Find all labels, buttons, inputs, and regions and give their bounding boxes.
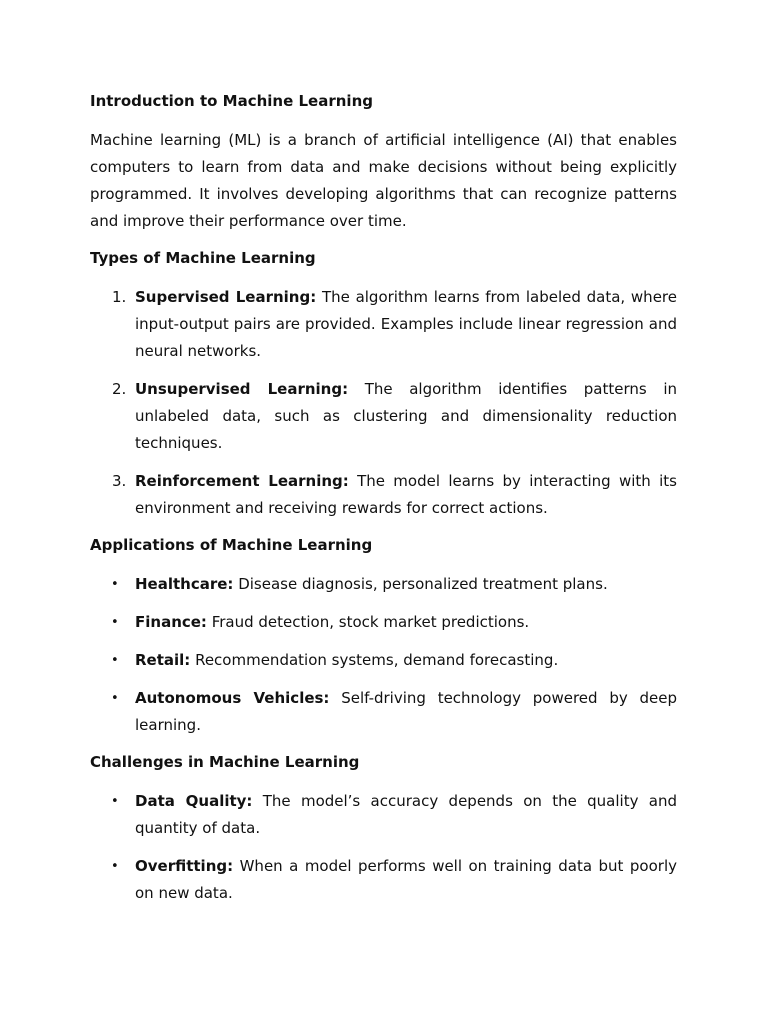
list-item-text: Disease diagnosis, personalized treatment plans. — [233, 575, 608, 593]
bullet-icon: • — [111, 691, 119, 706]
list-number: 3. — [112, 472, 127, 490]
applications-list — [90, 571, 677, 739]
challenges-heading: Challenges in Machine Learning — [90, 753, 360, 771]
list-item-text: The model learns by interacting with its environment and receiving rewards for correct actions. — [135, 472, 677, 517]
list-item-text: When a model performs well on training data but poorly on new data. — [135, 857, 677, 902]
list-item-text: The algorithm learns from labeled data, where input-output pairs are provided. Examples include linear regression and neural networks. — [135, 288, 677, 360]
list-item-term: Unsupervised Learning: — [135, 380, 349, 398]
list-item-text: The algorithm identifies patterns in unlabeled data, such as clustering and dimensionality reduction techniques. — [135, 380, 677, 452]
list-item-healthcare — [90, 571, 677, 598]
list-item-autonomous-vehicles — [90, 685, 677, 739]
list-item-finance — [90, 609, 677, 636]
list-item-overfitting — [90, 853, 677, 907]
bullet-icon: • — [111, 577, 119, 592]
list-item-term: Supervised Learning: — [135, 288, 317, 306]
bullet-icon: • — [111, 859, 119, 874]
list-item-term: Finance: — [135, 613, 207, 631]
list-item-term: Retail: — [135, 651, 191, 669]
list-item-text: Fraud detection, stock market predictions. — [206, 613, 530, 631]
types-list — [90, 284, 677, 522]
list-item-term: Data Quality: — [135, 792, 253, 810]
list-item-text: Recommendation systems, demand forecasting. — [190, 651, 559, 669]
types-heading: Types of Machine Learning — [90, 249, 316, 267]
list-item-text: Self-driving technology powered by deep learning. — [135, 689, 677, 734]
list-number: 1. — [112, 288, 127, 306]
applications-heading: Applications of Machine Learning — [90, 536, 373, 554]
list-item-data-quality — [90, 788, 677, 842]
list-item-term: Overfitting: — [135, 857, 234, 875]
list-item-retail — [90, 647, 677, 674]
document-page — [90, 89, 677, 918]
list-number: 2. — [112, 380, 127, 398]
list-item-text: The model’s accuracy depends on the quality and quantity of data. — [135, 792, 677, 837]
intro-paragraph: Machine learning (ML) is a branch of artificial intelligence (AI) that enables computers to learn from data and make decisions without being explicitly programmed. It involves developing algorithms that can recognize patterns and improve their performance over time. — [90, 131, 677, 230]
intro-heading: Introduction to Machine Learning — [90, 92, 373, 110]
challenges-list — [90, 788, 677, 907]
list-item-reinforcement — [90, 468, 677, 522]
list-item-term: Healthcare: — [135, 575, 234, 593]
list-item-supervised — [90, 284, 677, 365]
bullet-icon: • — [111, 653, 119, 668]
bullet-icon: • — [111, 794, 119, 809]
list-item-term: Autonomous Vehicles: — [135, 689, 330, 707]
list-item-unsupervised — [90, 376, 677, 457]
list-item-term: Reinforcement Learning: — [135, 472, 349, 490]
bullet-icon: • — [111, 615, 119, 630]
